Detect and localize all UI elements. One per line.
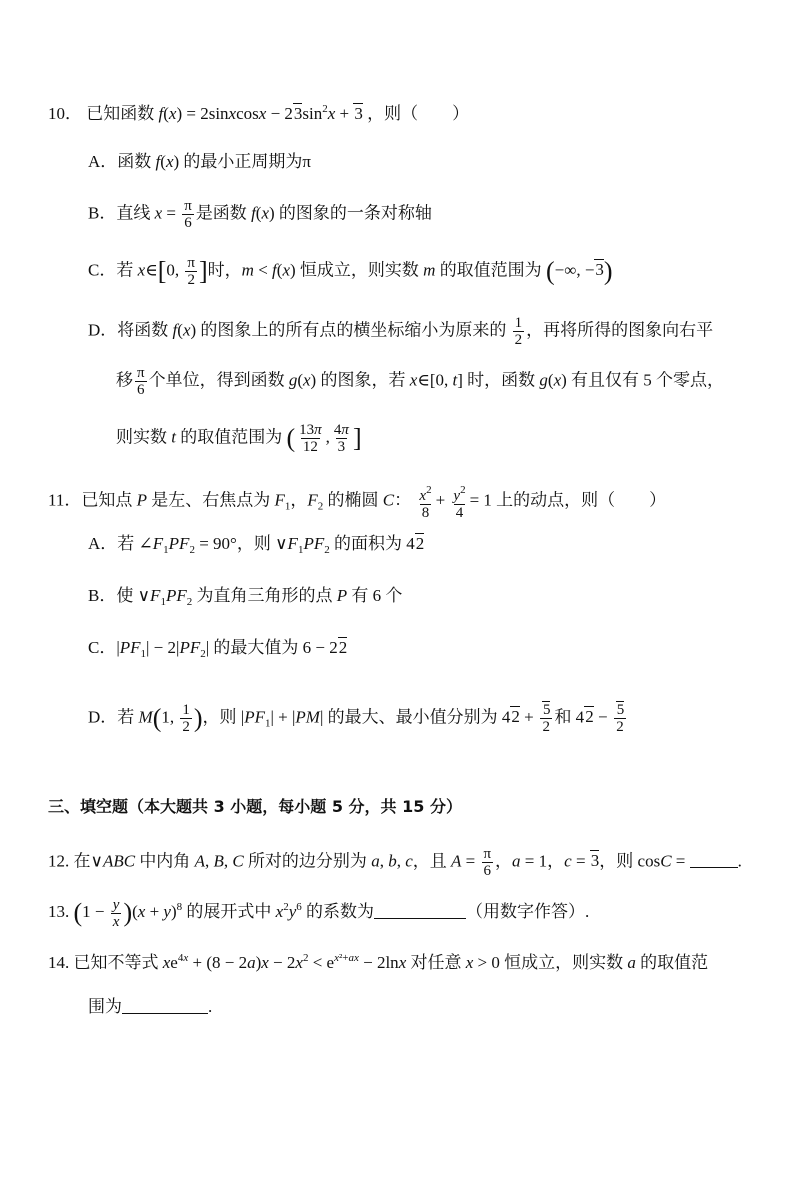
answer-blank[interactable]	[374, 902, 466, 919]
q10-option-d-line1: D．将函数 f(x) 的图象上的所有点的横坐标缩小为原来的 $\frac{1}{2}$ ，再将所得的图象向右平	[88, 315, 714, 348]
q10-option-d-line3: 则实数 t 的取值范围为 ( $\frac{13\pi}{12}$ , $\frac{4\pi}{3}$ ]	[116, 422, 362, 455]
option-label: C．	[88, 638, 117, 657]
q13-number: 13.	[48, 902, 70, 921]
q10-option-d-line2: 移 $\frac{\pi}{6}$ 个单位，得到函数 g(x) 的图象，若 x∈[0, t] 时，函数 g(x) 有且仅有 5 个零点，	[116, 365, 725, 398]
option-label: D．	[88, 707, 118, 727]
fraction: $\frac{\pi}{6}$	[483, 846, 492, 879]
q11-number: 11．	[48, 490, 82, 510]
option-label: D．	[88, 320, 118, 340]
option-label: A．	[88, 152, 118, 171]
fraction: $\frac{\pi}{2}$	[187, 255, 195, 288]
fraction: $\frac{1}{2}$	[182, 702, 190, 735]
q11-option-d: D．若 M(1, $\frac{1}{2}$ )，则 $|PF_1| + |PM|$ 的最大、最小值分别为 42 + $\frac{5}{2}$ 和 42 − $\frac{5}{2}$	[88, 702, 625, 735]
q10-option-b: B．直线 x = $\frac{\pi}{6}$ 是函数 f(x) 的图象的一条对称轴	[88, 198, 432, 231]
fraction: $\frac{\pi}{6}$	[137, 365, 145, 398]
q10-stem	[48, 98, 469, 125]
option-label: B．	[88, 203, 117, 223]
q11-option-c: C．$|PF_1| - 2|PF_2|$ 的最大值为 6 − 22	[88, 638, 348, 660]
option-label: C．	[88, 260, 117, 280]
fraction: $\frac{y}{x}$	[112, 896, 120, 930]
answer-blank[interactable]	[122, 997, 208, 1014]
section-title: 三、填空题（本大题共 3 小题，每小题 5 分，共 15 分）	[48, 797, 462, 816]
fraction: $\frac{5}{2}$	[542, 702, 551, 735]
q11-stem: 11．已知点 P 是左、右焦点为 $F_1$，$F_2$ 的椭圆 C： $\frac{x^2}{8}$ + $\frac{y^2}{4}$ = 1 上的动点，则（ ）	[48, 484, 667, 521]
q12-number: 12.	[48, 851, 70, 871]
q12: 12. 在∨ABC 中内角 A, B, C 所对的边分别为 a, b, c，且 A = $\frac{\pi}{6}$ ，a = 1，c = 3，则 cosC = .	[48, 846, 742, 879]
q10-number: 10．	[48, 104, 82, 123]
q14-number: 14.	[48, 953, 70, 972]
q10-option-a: A．函数 f(x) 的最小正周期为π	[88, 152, 311, 171]
fraction: $\frac{x^2}{8}$	[419, 484, 432, 521]
fraction: $\frac{\pi}{6}$	[184, 198, 192, 231]
option-label: A．	[88, 534, 118, 553]
q14-line2: 围为 .	[88, 997, 213, 1016]
q10-option-c: C．若 x∈[0, $\frac{\pi}{2}$ ]时，m < f(x) 恒成立，则实数 m 的取值范围为 (−∞, −3)	[88, 255, 613, 288]
q14-line1: 14. 已知不等式 $xe^{4x} + (8 - 2a)x - 2x^2 < e^{x^2+ax} - 2\ln x$ 对任意 x > 0 恒成立，则实数 a 的取值范	[48, 952, 709, 972]
q10-formula: f(x) = 2sinxcosx − $23\sin^2x + 3$	[158, 103, 363, 123]
option-label: B．	[88, 586, 117, 605]
fraction: $\frac{13\pi}{12}$	[299, 422, 322, 455]
answer-blank[interactable]	[690, 851, 738, 868]
fraction: $\frac{5}{2}$	[616, 702, 625, 735]
q10-stem-prefix: 已知函数	[86, 104, 155, 123]
fraction: $\frac{4\pi}{3}$	[333, 422, 349, 455]
q11-option-b: B．使 $\vee F_1PF_2$ 为直角三角形的点 P 有 6 个	[88, 586, 403, 608]
fraction: $\frac{1}{2}$	[514, 315, 523, 348]
q10-stem-suffix: ，则（ ）	[367, 104, 470, 123]
q11-option-a: A．若 $\angle F_1PF_2 = 90^\circ$，则 $\vee F_1PF_2$ 的面积为 42	[88, 534, 425, 556]
fraction: $\frac{y^2}{4}$	[453, 484, 466, 521]
q13: 13. (1 − $\frac{y}{x}$ )$(x + y)^8$ 的展开式中 $x^2y^6$ 的系数为 （用数字作答）.	[48, 896, 590, 930]
